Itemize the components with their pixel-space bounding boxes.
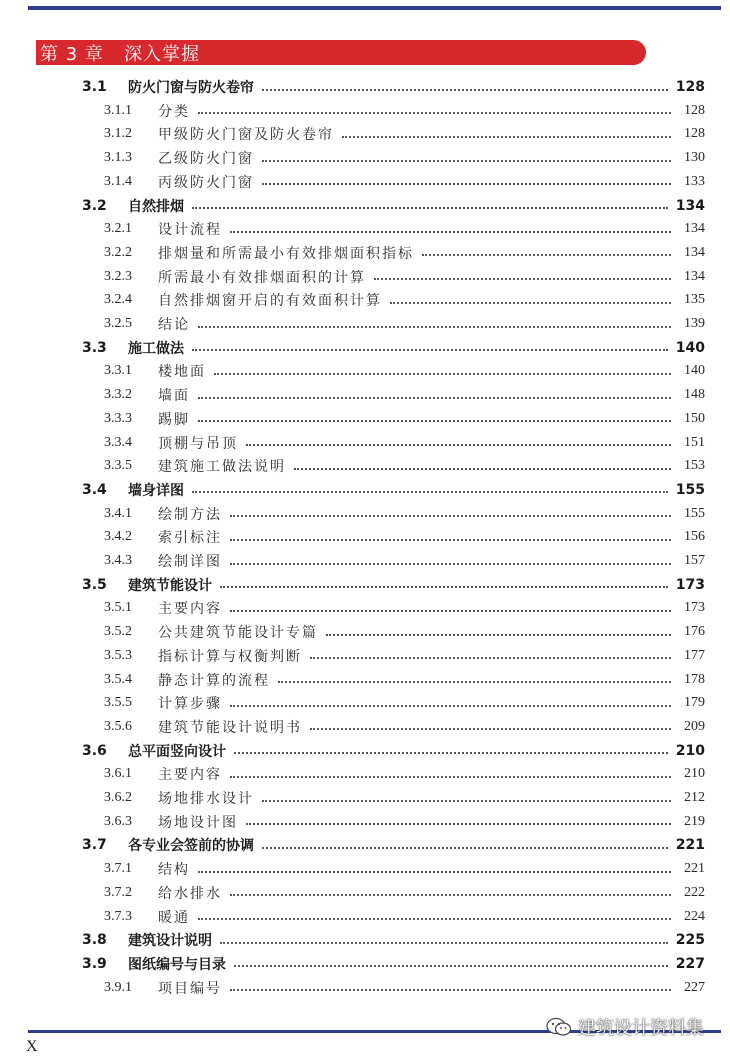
toc-number: 3.1.1 [104, 102, 132, 118]
toc-number: 3.5.4 [104, 671, 132, 687]
toc-subsection-row [104, 265, 705, 289]
dot-leader [192, 206, 668, 209]
dot-leader [230, 893, 671, 896]
toc-label: 计算步骤 [158, 696, 222, 713]
toc-subsection-row [104, 170, 705, 194]
toc-section-row [82, 194, 705, 218]
toc-number: 3.1.4 [104, 173, 132, 189]
dot-leader [230, 609, 671, 612]
toc-label: 场地设计图 [158, 814, 238, 831]
toc-number: 3.5.5 [104, 695, 132, 711]
toc-number: 3.9.1 [104, 979, 132, 995]
toc-number: 3.5.3 [104, 647, 132, 663]
toc-label: 踢脚 [158, 411, 190, 428]
toc-number: 3.5.2 [104, 624, 132, 640]
dot-leader [246, 822, 671, 825]
dot-leader [310, 727, 671, 730]
toc-number: 3.7.3 [104, 908, 132, 924]
page-number: X [26, 1038, 38, 1055]
dot-leader [220, 585, 668, 588]
toc-page-number: 178 [684, 671, 705, 687]
dot-leader [230, 562, 671, 565]
toc-page-number: 227 [684, 979, 705, 995]
toc-number: 3.9 [82, 955, 107, 972]
toc-section-row [82, 478, 705, 502]
toc-label: 图纸编号与目录 [128, 956, 226, 973]
toc-page-number: 155 [684, 505, 705, 521]
wechat-icon [546, 1017, 572, 1037]
toc-label: 顶棚与吊顶 [158, 435, 238, 452]
toc-page-number: 221 [675, 837, 705, 854]
toc-label: 墙身详图 [128, 482, 184, 499]
toc-number: 3.2.1 [104, 221, 132, 237]
toc-label: 丙级防火门窗 [158, 174, 254, 191]
toc-page-number: 227 [675, 955, 705, 972]
chapter-banner [36, 40, 646, 65]
dot-leader [230, 230, 671, 233]
toc-label: 场地排水设计 [158, 791, 254, 807]
toc-subsection-row [104, 241, 705, 265]
toc-subsection-row [104, 549, 705, 573]
toc-number: 3.5.6 [104, 718, 132, 734]
toc-section-row [82, 833, 705, 857]
toc-subsection-row [104, 217, 705, 241]
toc-label: 建筑节能设计 [128, 577, 212, 594]
dot-leader [220, 941, 668, 944]
toc-label: 主要内容 [158, 601, 222, 618]
toc-subsection-row [104, 359, 705, 383]
toc-page-number: 134 [675, 197, 705, 214]
dot-leader [198, 419, 671, 422]
watermark [546, 1014, 704, 1040]
toc-number: 3.3.3 [104, 410, 132, 426]
toc-section-row [82, 75, 705, 99]
toc-number: 3.2.5 [104, 316, 132, 331]
dot-leader [262, 88, 668, 91]
toc-subsection-row [104, 99, 705, 123]
toc-label: 静态计算的流程 [158, 672, 270, 689]
toc-number: 3.3.5 [104, 458, 132, 474]
toc-page-number: 210 [684, 766, 705, 782]
toc-label: 乙级防火门窗 [158, 151, 254, 168]
toc-number: 3.2.4 [104, 292, 132, 308]
toc-page-number: 210 [675, 742, 705, 759]
toc-subsection-row [104, 383, 705, 407]
toc-page-number: 151 [684, 434, 705, 450]
toc-subsection-row [104, 407, 705, 431]
toc-number: 3.6.2 [104, 790, 132, 805]
toc-page-number: 128 [684, 102, 705, 118]
toc-subsection-row [104, 312, 705, 336]
toc-label: 施工做法 [128, 340, 184, 357]
toc-page-number: 135 [684, 292, 705, 308]
dot-leader [192, 348, 668, 351]
dot-leader [230, 514, 671, 517]
toc-section-row [82, 952, 705, 976]
toc-number: 3.2.2 [104, 244, 132, 260]
toc-label: 墙面 [158, 388, 190, 405]
toc-label: 建筑设计说明 [128, 933, 212, 950]
toc-label: 建筑施工做法说明 [158, 459, 286, 476]
dot-leader [310, 656, 671, 659]
toc-page-number: 128 [675, 79, 705, 95]
dot-leader [234, 751, 668, 754]
toc-section-row [82, 573, 705, 597]
toc-number: 3.3 [82, 339, 107, 356]
toc-page-number: 212 [684, 790, 705, 805]
toc-label: 项目编号 [158, 980, 222, 997]
dot-leader [230, 538, 671, 541]
toc-subsection-row [104, 502, 705, 526]
toc-page-number: 219 [684, 813, 705, 829]
toc-label: 自然排烟 [128, 198, 184, 215]
toc-number: 3.6 [82, 742, 107, 759]
toc-number: 3.2.3 [104, 268, 132, 284]
toc-page-number: 134 [684, 268, 705, 284]
toc-subsection-row [104, 146, 705, 170]
toc-page-number: 140 [684, 363, 705, 379]
toc-label: 主要内容 [158, 767, 222, 784]
toc-subsection-row [104, 810, 705, 834]
toc-number: 3.3.2 [104, 387, 132, 403]
toc-page-number: 156 [684, 529, 705, 545]
toc-label: 排烟量和所需最小有效排烟面积指标 [158, 245, 414, 262]
toc-page-number: 209 [684, 718, 705, 734]
toc-page-number: 224 [684, 908, 705, 924]
toc-number: 3.8 [82, 932, 107, 949]
toc-number: 3.6.3 [104, 813, 132, 829]
dot-leader [262, 182, 671, 185]
toc-subsection-row [104, 691, 705, 715]
toc-subsection-row [104, 288, 705, 312]
toc-label: 建筑节能设计说明书 [158, 719, 302, 736]
toc-page-number: 139 [684, 316, 705, 331]
dot-leader [198, 870, 671, 873]
dot-leader [278, 680, 671, 683]
toc-number: 3.5 [82, 576, 107, 593]
toc-number: 3.3.4 [104, 434, 132, 450]
toc-number: 3.1 [82, 79, 107, 95]
toc-label: 总平面竖向设计 [128, 743, 226, 760]
dot-leader [374, 277, 671, 280]
toc-label: 结论 [158, 317, 190, 333]
chapter-title: 第 3 章 深入掌握 [40, 43, 201, 65]
dot-leader [246, 443, 671, 446]
toc-page-number: 148 [684, 387, 705, 403]
toc-page-number: 173 [684, 600, 705, 616]
toc-page-number: 176 [684, 624, 705, 640]
dot-leader [262, 846, 668, 849]
toc-label: 给水排水 [158, 885, 222, 902]
dot-leader [294, 467, 671, 470]
toc-subsection-row [104, 976, 705, 1000]
toc-page-number: 225 [675, 932, 705, 949]
toc-subsection-row [104, 454, 705, 478]
toc-label: 绘制详图 [158, 554, 222, 570]
toc-label: 暖通 [158, 909, 190, 926]
dot-leader [192, 490, 668, 493]
toc-page-number: 222 [684, 884, 705, 900]
toc-label: 公共建筑节能设计专篇 [158, 625, 318, 642]
toc-number: 3.4.3 [104, 553, 132, 568]
toc-number: 3.4 [82, 481, 107, 498]
toc-label: 索引标注 [158, 530, 222, 547]
dot-leader [198, 325, 671, 328]
dot-leader [422, 253, 671, 256]
toc-number: 3.1.2 [104, 126, 132, 142]
dot-leader [198, 396, 671, 399]
toc-subsection-row [104, 122, 705, 146]
toc-label: 指标计算与权衡判断 [158, 648, 302, 665]
toc-number: 3.1.3 [104, 150, 132, 166]
dot-leader [234, 964, 668, 967]
dot-leader [230, 704, 671, 707]
dot-leader [198, 111, 671, 114]
toc-label: 所需最小有效排烟面积的计算 [158, 269, 366, 286]
toc-subsection-row [104, 620, 705, 644]
toc-subsection-row [104, 431, 705, 455]
toc-page-number: 153 [684, 458, 705, 474]
dot-leader [390, 301, 671, 304]
dot-leader [198, 917, 671, 920]
toc-number: 3.3.1 [104, 363, 132, 379]
toc-page-number: 173 [675, 576, 705, 593]
toc-subsection-row [104, 644, 705, 668]
toc-label: 防火门窗与防火卷帘 [128, 80, 254, 96]
toc-subsection-row [104, 715, 705, 739]
watermark-text: 建筑设计资料集 [578, 1018, 704, 1039]
toc-page-number: 128 [684, 126, 705, 142]
toc-section-row [82, 336, 705, 360]
toc-page-number: 134 [684, 244, 705, 260]
toc-label: 甲级防火门窗及防火卷帘 [158, 127, 334, 144]
toc-subsection-row [104, 881, 705, 905]
toc-number: 3.5.1 [104, 600, 132, 616]
dot-leader [230, 988, 671, 991]
toc-subsection-row [104, 525, 705, 549]
toc-subsection-row [104, 596, 705, 620]
toc-page-number: 130 [684, 150, 705, 166]
toc-subsection-row [104, 905, 705, 929]
top-rule [28, 6, 721, 10]
toc-page-number: 150 [684, 410, 705, 426]
toc-number: 3.4.1 [104, 505, 132, 521]
toc-number: 3.2 [82, 197, 107, 214]
toc-label: 各专业会签前的协调 [128, 838, 254, 855]
toc-page-number: 177 [684, 647, 705, 663]
toc-subsection-row [104, 762, 705, 786]
dot-leader [230, 775, 671, 778]
toc-label: 绘制方法 [158, 506, 222, 523]
toc-page-number: 133 [684, 173, 705, 189]
dot-leader [262, 159, 671, 162]
toc-label: 自然排烟窗开启的有效面积计算 [158, 293, 382, 310]
toc-subsection-row [104, 857, 705, 881]
toc-page-number: 157 [684, 553, 705, 568]
toc-section-row [82, 928, 705, 952]
toc-page-number: 134 [684, 221, 705, 237]
toc-number: 3.7.1 [104, 861, 132, 877]
toc-page-number: 155 [675, 481, 705, 498]
toc-number: 3.4.2 [104, 529, 132, 545]
toc-label: 结构 [158, 862, 190, 879]
dot-leader [326, 633, 671, 636]
dot-leader [262, 799, 671, 802]
toc-page-number: 179 [684, 695, 705, 711]
dot-leader [214, 372, 671, 375]
toc-subsection-row [104, 786, 705, 810]
toc-label: 设计流程 [158, 222, 222, 239]
dot-leader [342, 135, 671, 138]
toc-number: 3.7.2 [104, 884, 132, 900]
toc-label: 楼地面 [158, 364, 206, 381]
toc-page-number: 140 [675, 339, 705, 356]
toc-number: 3.7 [82, 837, 107, 854]
toc-label: 分类 [158, 103, 190, 120]
toc-subsection-row [104, 668, 705, 692]
toc-section-row [82, 739, 705, 763]
toc-page-number: 221 [684, 861, 705, 877]
toc-number: 3.6.1 [104, 766, 132, 782]
